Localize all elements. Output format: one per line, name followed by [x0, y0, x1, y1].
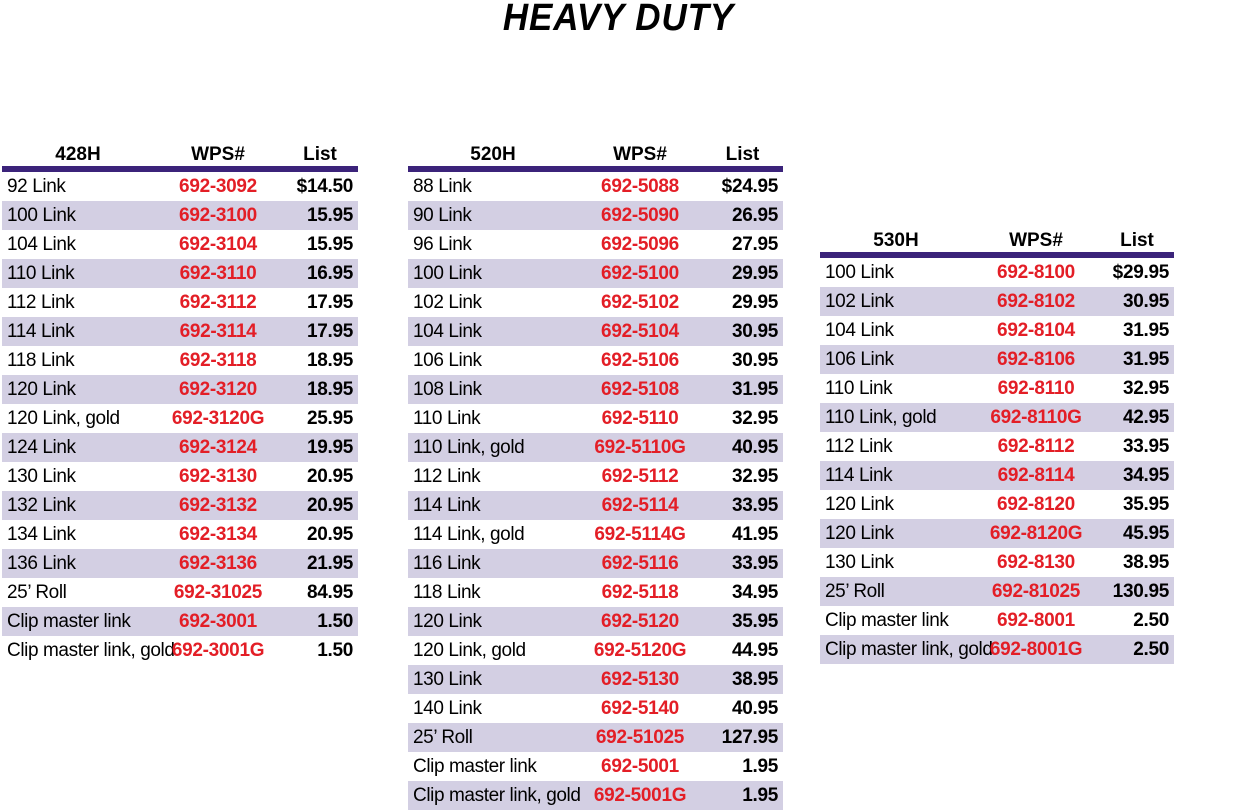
table-row	[820, 461, 1174, 490]
row-list-price: 33.95	[731, 495, 778, 516]
table-428h	[2, 142, 358, 665]
row-part-number: 692-3092	[179, 176, 257, 197]
table-530h	[820, 228, 1174, 664]
row-part-number: 692-5102	[601, 292, 679, 313]
row-description: 130 Link	[825, 552, 894, 573]
page-title: HEAVY DUTY	[502, 0, 735, 39]
row-list-price: 19.95	[306, 437, 353, 458]
row-part-number: 692-5100	[601, 263, 679, 284]
row-description: 104 Link	[7, 234, 76, 255]
row-list-price: 42.95	[1122, 407, 1169, 428]
table-row	[408, 433, 783, 462]
row-part-number: 692-3118	[179, 350, 257, 371]
row-description: 114 Link, gold	[413, 524, 525, 545]
row-description: 118 Link	[7, 350, 75, 371]
table-row	[408, 375, 783, 404]
row-list-price: 34.95	[731, 582, 778, 603]
row-list-price: 29.95	[731, 292, 778, 313]
row-description: 120 Link	[413, 611, 482, 632]
header-list: List	[725, 144, 760, 165]
table-row	[408, 752, 783, 781]
table-row	[408, 665, 783, 694]
row-part-number: 692-3120G	[171, 408, 265, 429]
row-part-number: 692-8106	[997, 349, 1075, 370]
row-part-number: 692-51025	[595, 727, 685, 748]
header-wps: WPS#	[613, 144, 667, 165]
table-row	[820, 316, 1174, 345]
row-list-price: 18.95	[306, 379, 353, 400]
row-list-price: 127.95	[721, 727, 778, 748]
row-list-price: $24.95	[721, 176, 778, 197]
table-row	[408, 259, 783, 288]
row-description: 120 Link	[825, 494, 894, 515]
row-part-number: 692-5001G	[593, 785, 687, 806]
row-part-number: 692-5112	[601, 466, 679, 487]
header-wps: WPS#	[191, 144, 245, 165]
table-row	[2, 636, 358, 665]
table-row	[408, 288, 783, 317]
row-description: Clip master link, gold	[825, 639, 993, 660]
row-description: 110 Link, gold	[825, 407, 937, 428]
header-series: 520H	[470, 144, 516, 165]
row-description: 120 Link	[825, 523, 894, 544]
row-list-price: 15.95	[306, 234, 353, 255]
row-list-price: 33.95	[1122, 436, 1169, 457]
row-part-number: 692-8130	[997, 552, 1075, 573]
table-row	[2, 433, 358, 462]
table-row	[820, 490, 1174, 519]
row-part-number: 692-3114	[179, 321, 257, 342]
row-part-number: 692-3100	[179, 205, 257, 226]
table-row	[2, 230, 358, 259]
header-wps: WPS#	[1009, 230, 1063, 251]
row-list-price: 27.95	[731, 234, 778, 255]
table-row	[408, 694, 783, 723]
table-row	[820, 403, 1174, 432]
row-part-number: 692-3130	[179, 466, 257, 487]
row-list-price: $29.95	[1112, 262, 1169, 283]
row-list-price: 2.50	[1133, 610, 1169, 631]
row-list-price: 84.95	[306, 582, 353, 603]
row-description: 90 Link	[413, 205, 472, 226]
row-part-number: 692-5001	[601, 756, 679, 777]
row-list-price: 35.95	[1122, 494, 1169, 515]
row-part-number: 692-5120G	[593, 640, 687, 661]
row-description: 108 Link	[413, 379, 482, 400]
row-description: Clip master link, gold	[413, 785, 581, 806]
row-part-number: 692-8102	[997, 291, 1075, 312]
row-list-price: 32.95	[731, 408, 778, 429]
table-row	[2, 404, 358, 433]
row-description: 96 Link	[413, 234, 472, 255]
row-description: Clip master link	[825, 610, 949, 631]
row-description: 110 Link	[7, 263, 75, 284]
header-series: 428H	[55, 144, 101, 165]
row-part-number: 692-5096	[601, 234, 679, 255]
row-description: 120 Link	[7, 379, 76, 400]
row-list-price: 20.95	[306, 495, 353, 516]
row-list-price: 40.95	[731, 698, 778, 719]
row-description: 102 Link	[413, 292, 482, 313]
row-part-number: 692-3001	[179, 611, 257, 632]
row-part-number: 692-3124	[179, 437, 257, 458]
row-part-number: 692-5118	[601, 582, 679, 603]
row-part-number: 692-8120	[997, 494, 1075, 515]
header-series: 530H	[873, 230, 919, 251]
row-part-number: 692-5104	[601, 321, 679, 342]
row-part-number: 692-3112	[179, 292, 257, 313]
row-list-price: 30.95	[1122, 291, 1169, 312]
table-row	[2, 346, 358, 375]
row-description: 92 Link	[7, 176, 66, 197]
row-list-price: 20.95	[306, 466, 353, 487]
row-part-number: 692-8110	[997, 378, 1075, 399]
row-description: 106 Link	[825, 349, 894, 370]
row-part-number: 692-3001G	[171, 640, 265, 661]
row-description: 130 Link	[413, 669, 482, 690]
row-part-number: 692-3110	[179, 263, 257, 284]
row-list-price: 25.95	[306, 408, 353, 429]
row-part-number: 692-5110G	[594, 437, 686, 458]
row-description: 104 Link	[413, 321, 482, 342]
row-part-number: 692-5088	[601, 176, 679, 197]
table-row	[820, 258, 1174, 287]
table-row	[820, 287, 1174, 316]
row-description: 134 Link	[7, 524, 76, 545]
row-list-price: 32.95	[731, 466, 778, 487]
row-part-number: 692-8114	[997, 465, 1075, 486]
table-row	[408, 230, 783, 259]
table-row	[2, 549, 358, 578]
row-description: 25’ Roll	[7, 582, 67, 603]
row-description: 110 Link	[413, 408, 481, 429]
row-description: 112 Link	[825, 436, 893, 457]
row-list-price: $14.50	[296, 176, 353, 197]
row-description: 25’ Roll	[413, 727, 473, 748]
table-row	[408, 462, 783, 491]
header-list: List	[303, 144, 337, 165]
row-list-price: 32.95	[1122, 378, 1169, 399]
row-list-price: 1.50	[317, 640, 353, 661]
table-row	[2, 462, 358, 491]
row-list-price: 21.95	[306, 553, 353, 574]
table-row	[408, 781, 783, 810]
row-part-number: 692-5116	[601, 553, 679, 574]
row-description: 116 Link	[413, 553, 481, 574]
row-list-price: 33.95	[731, 553, 778, 574]
row-part-number: 692-81025	[991, 581, 1081, 602]
row-description: 100 Link	[825, 262, 894, 283]
row-part-number: 692-5108	[601, 379, 679, 400]
table-row	[408, 607, 783, 636]
row-part-number: 692-5114G	[594, 524, 686, 545]
table-row	[2, 520, 358, 549]
row-list-price: 31.95	[1122, 349, 1169, 370]
row-part-number: 692-3104	[179, 234, 257, 255]
row-description: 112 Link	[413, 466, 481, 487]
row-description: 88 Link	[413, 176, 472, 197]
row-list-price: 38.95	[731, 669, 778, 690]
table-row	[2, 607, 358, 636]
table-row	[2, 578, 358, 607]
row-list-price: 31.95	[731, 379, 778, 400]
row-description: 112 Link	[7, 292, 75, 313]
row-part-number: 692-8104	[997, 320, 1075, 341]
table-row	[820, 432, 1174, 461]
row-list-price: 31.95	[1122, 320, 1169, 341]
row-part-number: 692-3132	[179, 495, 257, 516]
row-part-number: 692-5114	[601, 495, 679, 516]
table-row	[408, 346, 783, 375]
table-row	[2, 259, 358, 288]
table-row	[2, 172, 358, 201]
row-list-price: 15.95	[306, 205, 353, 226]
row-description: 100 Link	[7, 205, 76, 226]
row-list-price: 2.50	[1133, 639, 1169, 660]
row-description: 140 Link	[413, 698, 482, 719]
row-part-number: 692-5140	[601, 698, 679, 719]
row-list-price: 20.95	[306, 524, 353, 545]
table-row	[408, 549, 783, 578]
row-list-price: 30.95	[731, 321, 778, 342]
table-row	[408, 578, 783, 607]
table-row	[820, 606, 1174, 635]
row-part-number: 692-5106	[601, 350, 679, 371]
row-list-price: 1.95	[742, 785, 778, 806]
row-list-price: 35.95	[731, 611, 778, 632]
row-list-price: 30.95	[731, 350, 778, 371]
header-list: List	[1120, 230, 1154, 251]
row-list-price: 26.95	[731, 205, 778, 226]
row-description: 100 Link	[413, 263, 482, 284]
row-list-price: 41.95	[731, 524, 778, 545]
row-description: 25’ Roll	[825, 581, 885, 602]
row-list-price: 45.95	[1122, 523, 1169, 544]
row-description: 102 Link	[825, 291, 894, 312]
table-row	[408, 520, 783, 549]
row-part-number: 692-8110G	[990, 407, 1082, 428]
row-part-number: 692-3134	[179, 524, 257, 545]
row-description: 104 Link	[825, 320, 894, 341]
row-description: 114 Link	[825, 465, 893, 486]
row-part-number: 692-3136	[179, 553, 257, 574]
table-row	[408, 201, 783, 230]
row-list-price: 17.95	[306, 321, 353, 342]
row-description: 118 Link	[413, 582, 481, 603]
row-description: 114 Link	[7, 321, 75, 342]
row-description: Clip master link	[413, 756, 537, 777]
table-row	[408, 723, 783, 752]
table-row	[820, 577, 1174, 606]
table-row	[820, 374, 1174, 403]
table-row	[820, 635, 1174, 664]
row-part-number: 692-5090	[601, 205, 679, 226]
row-list-price: 34.95	[1122, 465, 1169, 486]
row-description: Clip master link	[7, 611, 131, 632]
table-row	[820, 345, 1174, 374]
table-header	[820, 228, 1174, 258]
row-part-number: 692-8112	[997, 436, 1075, 457]
table-row	[408, 317, 783, 346]
row-list-price: 40.95	[731, 437, 778, 458]
row-description: 110 Link, gold	[413, 437, 525, 458]
row-description: 106 Link	[413, 350, 482, 371]
table-row	[2, 491, 358, 520]
row-list-price: 130.95	[1112, 581, 1169, 602]
table-header	[2, 142, 358, 172]
row-list-price: 17.95	[306, 292, 353, 313]
row-part-number: 692-8001G	[989, 639, 1083, 660]
table-header	[408, 142, 783, 172]
table-row	[408, 404, 783, 433]
row-description: 132 Link	[7, 495, 76, 516]
row-list-price: 1.50	[317, 611, 353, 632]
row-list-price: 18.95	[306, 350, 353, 371]
row-list-price: 38.95	[1122, 552, 1169, 573]
row-part-number: 692-5130	[601, 669, 679, 690]
table-row	[2, 375, 358, 404]
row-part-number: 692-8100	[997, 262, 1075, 283]
table-row	[2, 201, 358, 230]
table-row	[820, 548, 1174, 577]
row-description: 124 Link	[7, 437, 76, 458]
table-row	[408, 491, 783, 520]
table-520h	[408, 142, 783, 810]
row-description: 136 Link	[7, 553, 76, 574]
row-description: 120 Link, gold	[7, 408, 120, 429]
table-row	[408, 172, 783, 201]
table-row	[2, 288, 358, 317]
row-list-price: 1.95	[742, 756, 778, 777]
row-part-number: 692-8120G	[989, 523, 1083, 544]
row-list-price: 16.95	[306, 263, 353, 284]
table-row	[2, 317, 358, 346]
row-part-number: 692-5120	[601, 611, 679, 632]
row-description: 120 Link, gold	[413, 640, 526, 661]
table-row	[408, 636, 783, 665]
row-list-price: 29.95	[731, 263, 778, 284]
row-description: Clip master link, gold	[7, 640, 175, 661]
row-part-number: 692-5110	[601, 408, 679, 429]
row-description: 130 Link	[7, 466, 76, 487]
row-description: 110 Link	[825, 378, 893, 399]
row-part-number: 692-8001	[997, 610, 1075, 631]
row-description: 114 Link	[413, 495, 481, 516]
row-part-number: 692-3120	[179, 379, 257, 400]
row-list-price: 44.95	[731, 640, 778, 661]
row-part-number: 692-31025	[173, 582, 263, 603]
table-row	[820, 519, 1174, 548]
